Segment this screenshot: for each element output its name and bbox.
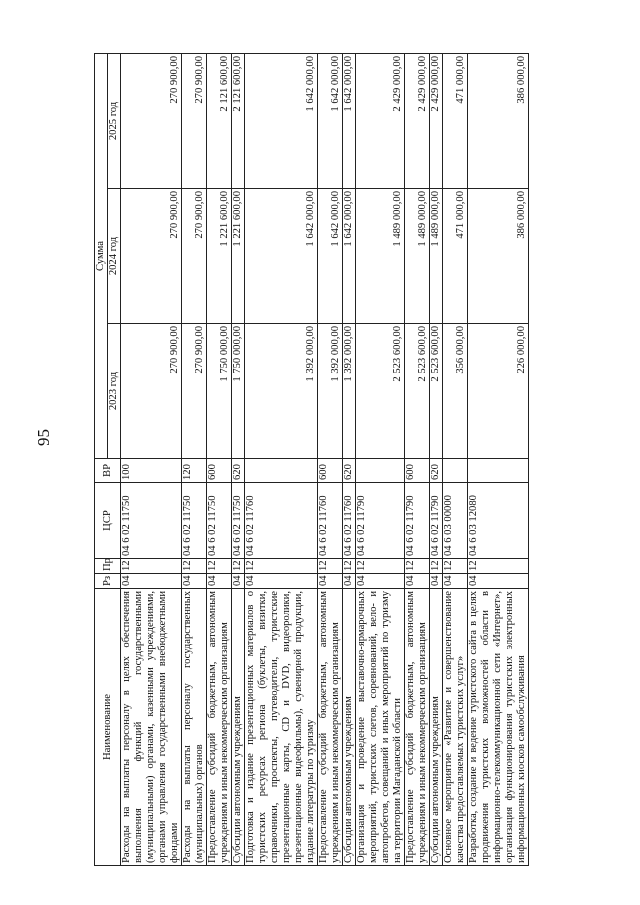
- row-csr: 04 6 02 11750: [121, 483, 182, 559]
- row-vr: 600: [207, 459, 232, 483]
- row-sum-2024: 1 642 000,00: [343, 189, 356, 324]
- row-sum-2025: 270 900,00: [182, 53, 207, 188]
- row-csr: 04 6 03 00000: [443, 483, 468, 559]
- header-2023: 2023 год: [108, 324, 121, 459]
- rotated-table-container: [94, 54, 634, 866]
- row-rz: 04: [318, 574, 343, 589]
- table-row: [443, 53, 468, 865]
- row-csr: 04 6 02 11750: [182, 483, 207, 559]
- row-name: Организация и проведение выставочно-ярмарочных мероприятий, туристских слетов, соревнований, вело- и автопробегов, совещаний и иных мероприятий по туризму на территории Магаданской области: [356, 589, 405, 866]
- row-csr: 04 6 02 11760: [245, 483, 318, 559]
- row-name: Расходы на выплаты персоналу в целях обеспечения выполнения функций государственными (муниципальными) органами, казенными учреждениями, органами управления государственными внебюджетными фондами: [121, 589, 182, 866]
- row-sum-2023: 356 000,00: [443, 324, 468, 459]
- row-vr: 120: [182, 459, 207, 483]
- row-vr: [443, 459, 468, 483]
- row-csr: 04 6 02 11750: [207, 483, 232, 559]
- header-2025: 2025 год: [108, 53, 121, 188]
- table-row: [405, 53, 430, 865]
- header-2024: 2024 год: [108, 189, 121, 324]
- row-vr: 100: [121, 459, 182, 483]
- row-sum-2023: 1 392 000,00: [245, 324, 318, 459]
- row-rz: 04: [356, 574, 405, 589]
- row-name: Субсидии автономным учреждениям: [232, 589, 245, 866]
- row-csr: 04 6 02 11790: [356, 483, 405, 559]
- row-name: Расходы на выплаты персоналу государственных (муниципальных) органов: [182, 589, 207, 866]
- table-row: [356, 53, 405, 865]
- row-vr: [245, 459, 318, 483]
- row-rz: 04: [405, 574, 430, 589]
- row-name: Субсидии автономным учреждениям: [343, 589, 356, 866]
- row-csr: 04 6 02 11760: [318, 483, 343, 559]
- row-vr: [468, 459, 529, 483]
- row-sum-2023: 1 392 000,00: [318, 324, 343, 459]
- row-name: Субсидии автономным учреждениям: [430, 589, 443, 866]
- row-name: Предоставление субсидий бюджетным, автономным учреждениям и иным некоммерческим организациям: [405, 589, 430, 866]
- row-name: Разработка, создание и ведение туристского сайта в целях продвижения туристских возможностей области в информационно-телекоммуникационной сети «Интернет», организация функционирования туристских электронных информационных киосков самообслуживания: [468, 589, 529, 866]
- table-row: [343, 53, 356, 865]
- row-vr: [356, 459, 405, 483]
- row-sum-2025: 2 429 000,00: [356, 53, 405, 188]
- row-sum-2023: 1 750 000,00: [232, 324, 245, 459]
- row-sum-2023: 1 392 000,00: [343, 324, 356, 459]
- row-sum-2025: 2 429 000,00: [405, 53, 430, 188]
- row-sum-2025: 471 000,00: [443, 53, 468, 188]
- row-pr: 12: [405, 559, 430, 574]
- row-sum-2024: 386 000,00: [468, 189, 529, 324]
- row-csr: 04 6 02 11750: [232, 483, 245, 559]
- row-sum-2025: 2 429 000,00: [430, 53, 443, 188]
- table-row: [121, 53, 182, 865]
- row-sum-2023: 2 523 600,00: [430, 324, 443, 459]
- row-sum-2023: 270 900,00: [182, 324, 207, 459]
- row-sum-2025: 2 121 600,00: [207, 53, 232, 188]
- row-pr: 12: [245, 559, 318, 574]
- row-csr: 04 6 02 11760: [343, 483, 356, 559]
- row-rz: 04: [182, 574, 207, 589]
- row-rz: 04: [468, 574, 529, 589]
- row-rz: 04: [430, 574, 443, 589]
- row-sum-2023: 226 000,00: [468, 324, 529, 459]
- row-rz: 04: [443, 574, 468, 589]
- page-number: 95: [34, 429, 53, 446]
- row-sum-2023: 2 523 600,00: [405, 324, 430, 459]
- row-vr: 600: [318, 459, 343, 483]
- table-row: [318, 53, 343, 865]
- header-vr: ВР: [95, 459, 121, 483]
- row-sum-2025: 1 642 000,00: [245, 53, 318, 188]
- row-csr: 04 6 02 11790: [430, 483, 443, 559]
- row-pr: 12: [443, 559, 468, 574]
- table-row: [430, 53, 443, 865]
- row-sum-2024: 270 900,00: [121, 189, 182, 324]
- row-pr: 12: [356, 559, 405, 574]
- header-row-1: [95, 53, 108, 865]
- row-vr: 620: [343, 459, 356, 483]
- row-rz: 04: [343, 574, 356, 589]
- row-sum-2025: 1 642 000,00: [343, 53, 356, 188]
- row-name: Предоставление субсидий бюджетным, автономным учреждениям и иным некоммерческим организациям: [318, 589, 343, 866]
- row-sum-2024: 1 489 000,00: [356, 189, 405, 324]
- row-pr: 12: [121, 559, 182, 574]
- row-rz: 04: [121, 574, 182, 589]
- row-vr: 600: [405, 459, 430, 483]
- header-rz: Рз: [95, 574, 121, 589]
- row-csr: 04 6 03 12080: [468, 483, 529, 559]
- table-row: [232, 53, 245, 865]
- row-pr: 12: [232, 559, 245, 574]
- row-sum-2023: 2 523 600,00: [356, 324, 405, 459]
- row-pr: 12: [343, 559, 356, 574]
- header-name: Наименование: [95, 589, 121, 866]
- row-sum-2023: 1 750 000,00: [207, 324, 232, 459]
- row-vr: 620: [430, 459, 443, 483]
- row-sum-2025: 386 000,00: [468, 53, 529, 188]
- table-row: [245, 53, 318, 865]
- row-pr: 12: [430, 559, 443, 574]
- table-row: [468, 53, 529, 865]
- row-pr: 12: [207, 559, 232, 574]
- row-pr: 12: [468, 559, 529, 574]
- row-sum-2025: 1 642 000,00: [318, 53, 343, 188]
- row-vr: 620: [232, 459, 245, 483]
- row-rz: 04: [232, 574, 245, 589]
- row-sum-2025: 270 900,00: [121, 53, 182, 188]
- row-sum-2024: 471 000,00: [443, 189, 468, 324]
- table-row: [182, 53, 207, 865]
- row-sum-2024: 1 489 000,00: [405, 189, 430, 324]
- row-pr: 12: [318, 559, 343, 574]
- header-pr: Пр: [95, 559, 121, 574]
- row-name: Основное мероприятие «Развитие и совершенствование качества предоставляемых туристских услуг»: [443, 589, 468, 866]
- row-rz: 04: [207, 574, 232, 589]
- row-rz: 04: [245, 574, 318, 589]
- row-sum-2025: 2 121 600,00: [232, 53, 245, 188]
- row-sum-2024: 1 221 600,00: [232, 189, 245, 324]
- header-sum: Сумма: [95, 53, 108, 458]
- row-pr: 12: [182, 559, 207, 574]
- row-name: Подготовка и издание презентационных материалов о туристских ресурсах региона (буклеты, визитки, справочники, проспекты, путеводители, туристские презентационные карты, CD и DVD, видеоролики, презентационные видеофильмы), сувенирной продукции, издание литературы по туризму: [245, 589, 318, 866]
- header-csr: ЦСР: [95, 483, 121, 559]
- table-row: [207, 53, 232, 865]
- row-sum-2024: 1 642 000,00: [245, 189, 318, 324]
- row-sum-2024: 1 221 600,00: [207, 189, 232, 324]
- table-body: [121, 53, 529, 865]
- row-name: Предоставление субсидий бюджетным, автономным учреждениям и иным некоммерческим организациям: [207, 589, 232, 866]
- row-sum-2024: 1 489 000,00: [430, 189, 443, 324]
- budget-table: [94, 53, 529, 866]
- row-csr: 04 6 02 11790: [405, 483, 430, 559]
- row-sum-2024: 1 642 000,00: [318, 189, 343, 324]
- row-sum-2024: 270 900,00: [182, 189, 207, 324]
- row-sum-2023: 270 900,00: [121, 324, 182, 459]
